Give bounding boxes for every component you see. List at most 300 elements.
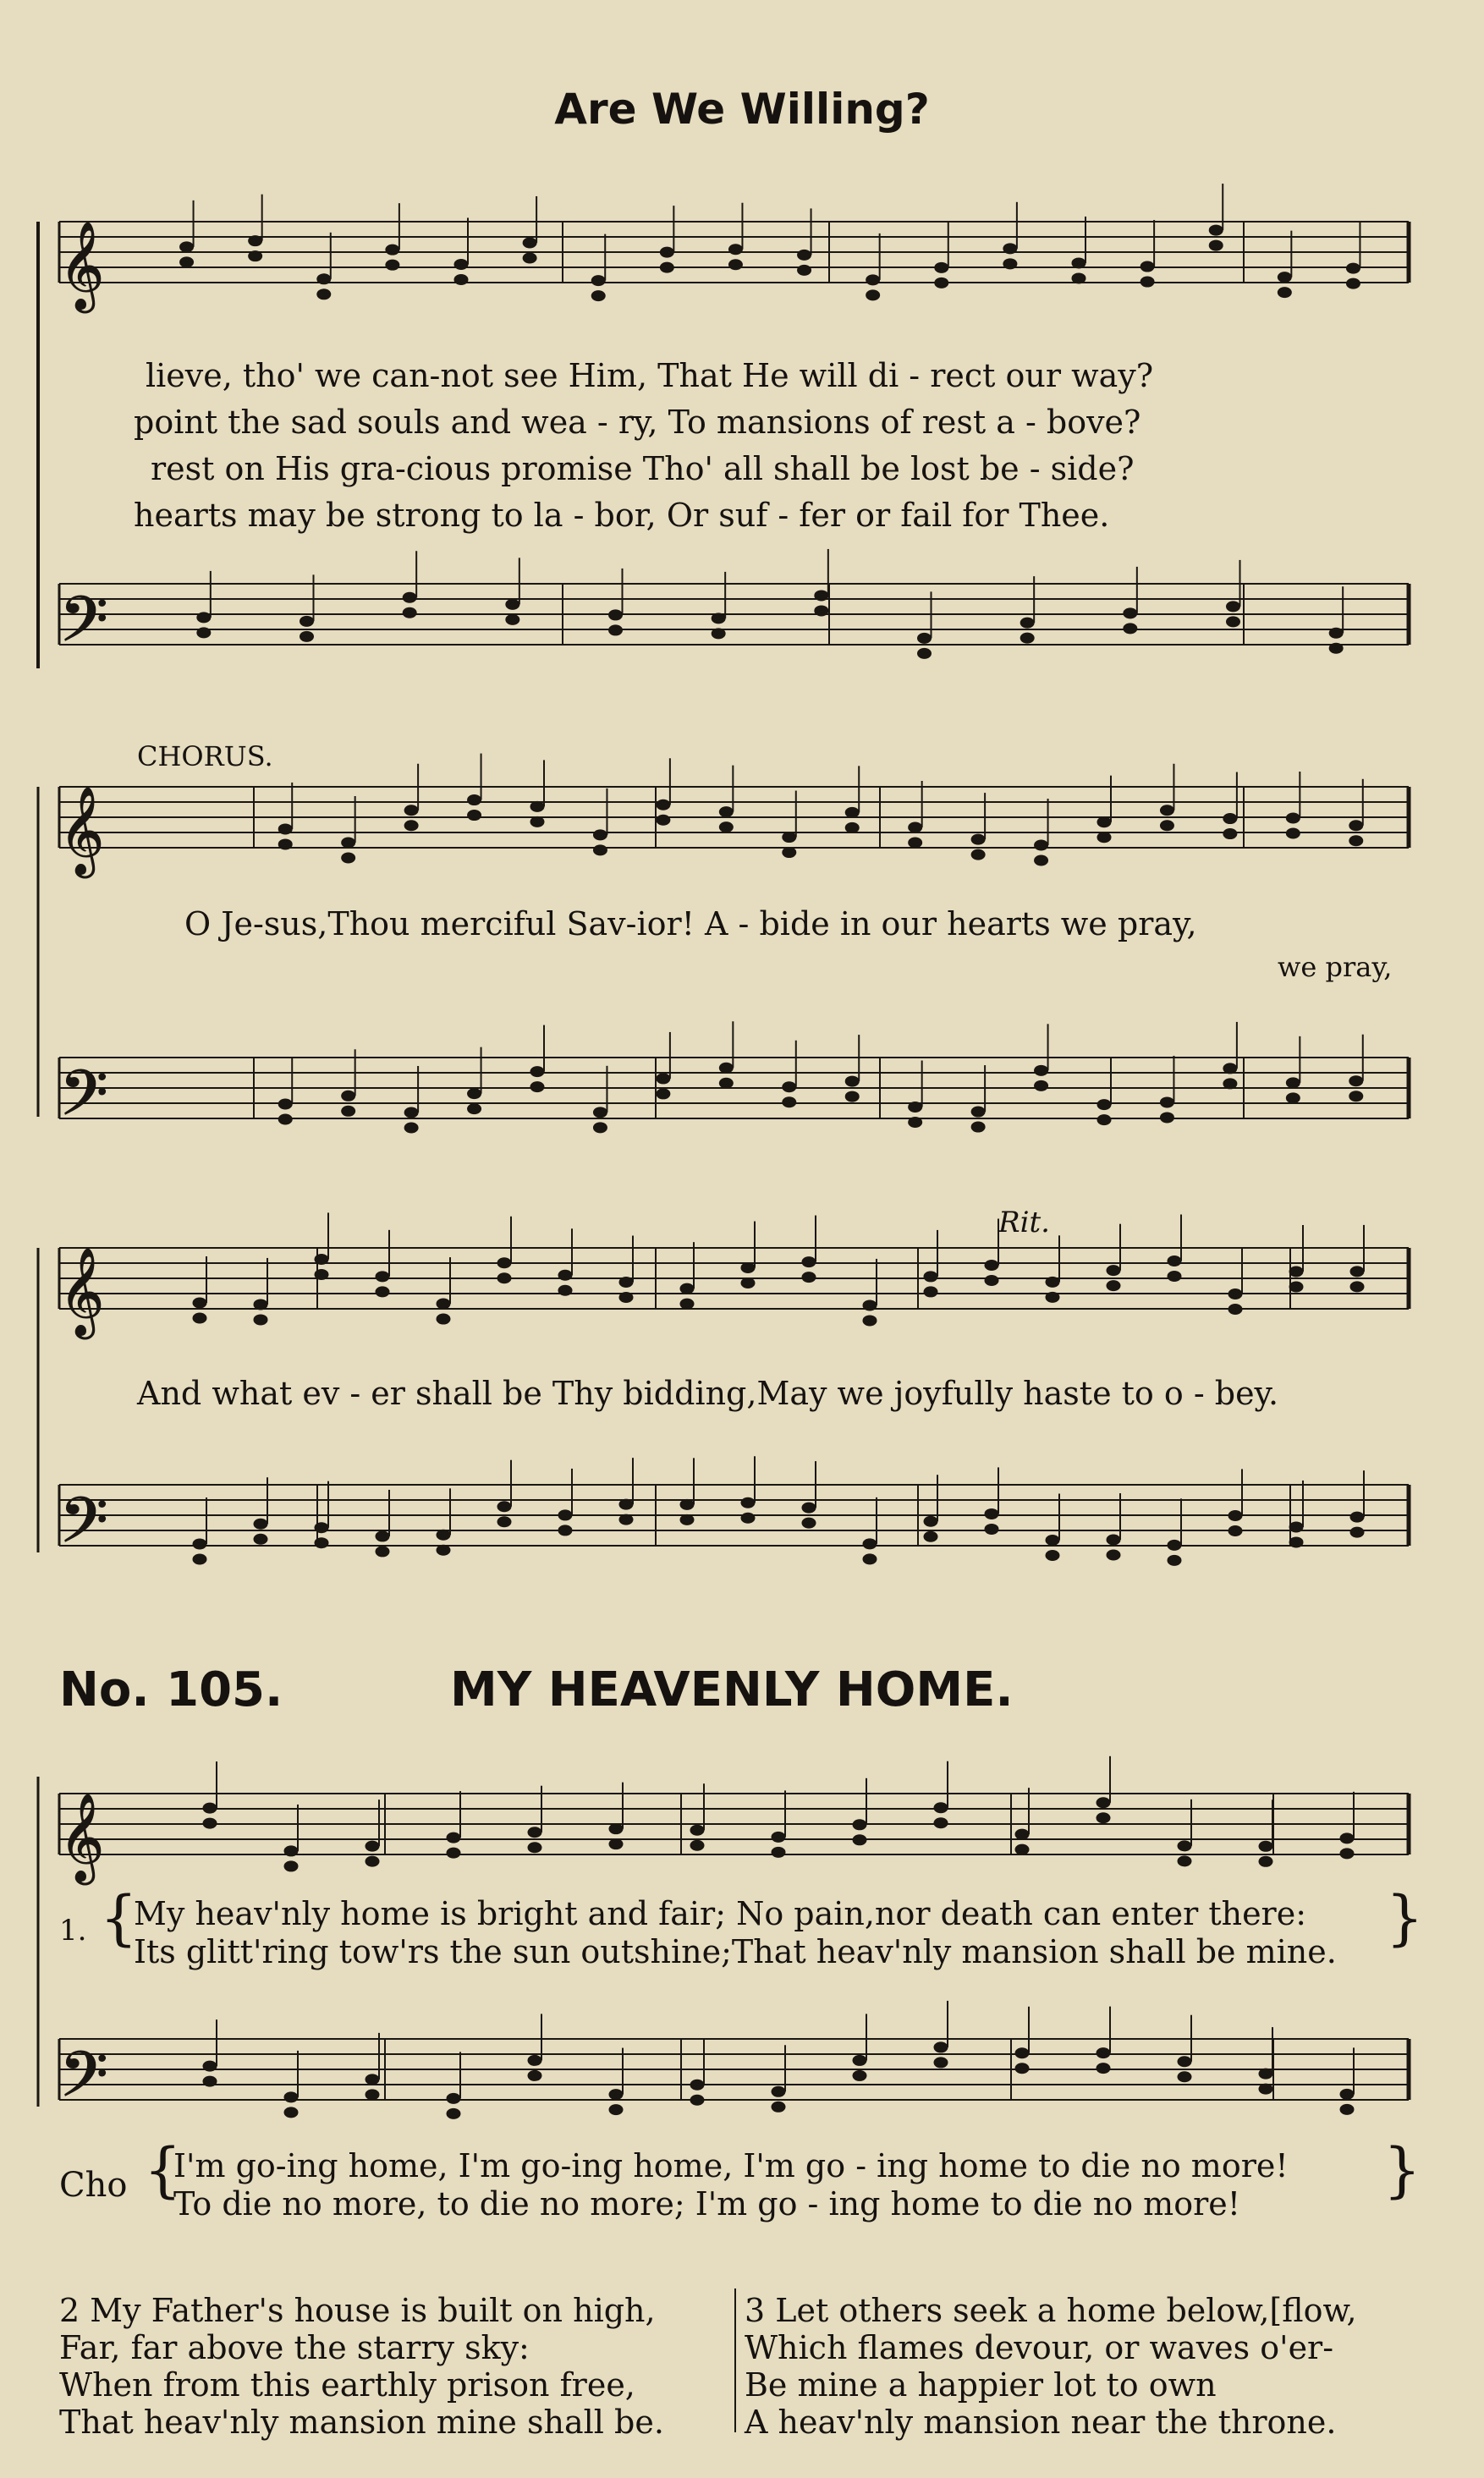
note-head xyxy=(403,592,416,602)
note-head xyxy=(1350,1527,1364,1537)
note-head xyxy=(1035,1080,1048,1091)
note-head xyxy=(1124,624,1137,634)
note-head xyxy=(1015,2063,1029,2074)
note-head xyxy=(278,1114,292,1124)
note-head xyxy=(1178,2072,1191,2082)
note-head xyxy=(1289,1537,1303,1547)
note-head xyxy=(506,599,519,609)
note-head xyxy=(1168,1256,1181,1266)
note-head xyxy=(772,2102,785,2112)
note-head xyxy=(934,1803,948,1813)
note-head xyxy=(1015,1829,1029,1839)
note-head xyxy=(680,1499,694,1509)
note-head xyxy=(741,1278,755,1288)
verse-number: 1. xyxy=(59,1914,87,1948)
note-head xyxy=(1329,643,1343,653)
note-head xyxy=(1227,602,1240,612)
note-head xyxy=(1346,263,1360,273)
note-head xyxy=(802,1503,816,1513)
note-head xyxy=(619,1293,633,1303)
clef-icon: 𝄢 xyxy=(59,1057,108,1146)
note-head xyxy=(690,2095,704,2105)
note-head xyxy=(909,838,922,848)
verse-3-line-3: Be mine a happier lot to own xyxy=(745,2366,1217,2404)
note-head xyxy=(719,1078,733,1088)
note-head xyxy=(1227,617,1240,627)
note-head xyxy=(680,1283,694,1294)
note-head xyxy=(719,807,733,817)
note-head xyxy=(712,629,725,639)
note-head xyxy=(1178,1841,1191,1851)
note-head xyxy=(1168,1540,1181,1550)
note-head xyxy=(1286,1078,1300,1088)
hymn-number: No. 105. xyxy=(59,1662,283,1717)
note-head xyxy=(1003,244,1017,254)
note-head xyxy=(404,821,418,831)
note-head xyxy=(866,290,880,300)
note-head xyxy=(342,838,355,848)
note-head xyxy=(772,2086,785,2096)
note-head xyxy=(254,1534,267,1544)
note-head xyxy=(609,2090,623,2100)
note-head xyxy=(315,1254,328,1264)
note-head xyxy=(447,1832,460,1843)
note-head xyxy=(193,1298,206,1308)
clef-icon: 𝄢 xyxy=(59,583,108,672)
note-head xyxy=(798,250,811,260)
note-head xyxy=(924,1272,937,1282)
chorus-lyric-1: O Je-sus,Thou merciful Sav-ior! A - bide in our hearts we pray, xyxy=(184,905,1197,942)
chorus-label-2: Cho xyxy=(59,2166,128,2205)
note-head xyxy=(909,1118,922,1128)
note-head xyxy=(1286,813,1300,823)
note-head xyxy=(203,1803,217,1813)
note-head xyxy=(802,1257,816,1267)
note-head xyxy=(863,1539,877,1549)
note-head xyxy=(1259,2069,1272,2079)
note-head xyxy=(1223,814,1237,824)
note-head xyxy=(523,238,536,248)
note-head xyxy=(924,1287,937,1297)
note-head xyxy=(1329,628,1343,638)
note-head xyxy=(680,1514,694,1525)
note-head xyxy=(254,1299,267,1310)
note-head xyxy=(1286,1093,1300,1103)
verse-2-line-2: Far, far above the starry sky: xyxy=(59,2329,530,2366)
note-head xyxy=(1228,1289,1242,1299)
note-head xyxy=(918,633,932,643)
clef-icon: 𝄞 xyxy=(59,221,105,310)
note-head xyxy=(863,1300,877,1310)
note-head xyxy=(593,845,607,855)
note-head xyxy=(909,1102,922,1113)
note-head xyxy=(712,613,725,624)
note-head xyxy=(530,1082,544,1092)
note-head xyxy=(798,265,811,275)
note-head xyxy=(863,1554,877,1564)
chorus-brace-close: } xyxy=(1383,2135,1421,2205)
note-head xyxy=(971,849,985,860)
note-head xyxy=(366,1841,379,1851)
note-head xyxy=(1003,259,1017,269)
note-head xyxy=(1349,836,1363,846)
note-head xyxy=(300,631,314,641)
note-head xyxy=(924,1531,937,1541)
note-head xyxy=(523,253,536,263)
note-head xyxy=(845,1076,859,1086)
note-head xyxy=(278,839,292,849)
note-head xyxy=(528,2070,541,2080)
verse-lyric-line-1: lieve, tho' we can-not see Him, That He will di - rect our way? xyxy=(146,357,1154,394)
note-head xyxy=(300,616,314,626)
note-head xyxy=(284,1846,298,1856)
note-head xyxy=(376,1272,389,1282)
note-head xyxy=(1340,1833,1354,1843)
note-head xyxy=(404,805,418,816)
chorus-brace-open: { xyxy=(144,2135,182,2205)
verse1-line-1: My heav'nly home is bright and fair; No pain,nor death can enter there: xyxy=(134,1895,1307,1932)
verse-divider xyxy=(734,2288,736,2432)
note-head xyxy=(1349,821,1363,831)
note-head xyxy=(249,251,262,261)
note-head xyxy=(203,1818,217,1828)
note-head xyxy=(528,1827,541,1838)
chorus-echo: we pray, xyxy=(1278,951,1393,983)
note-head xyxy=(386,260,399,270)
note-head xyxy=(1107,1281,1120,1291)
note-head xyxy=(376,1547,389,1557)
note-head xyxy=(853,2055,866,2065)
note-head xyxy=(1020,633,1034,643)
note-head xyxy=(376,1287,389,1297)
note-head xyxy=(447,1848,460,1858)
note-head xyxy=(1160,821,1173,831)
note-head xyxy=(1046,1292,1059,1302)
note-head xyxy=(985,1508,998,1519)
note-head xyxy=(468,810,481,821)
note-head xyxy=(284,2092,298,2102)
note-head xyxy=(1107,1535,1120,1545)
note-head xyxy=(278,824,292,834)
song-title: Are We Willing? xyxy=(554,85,930,134)
chorus-lyric-2: And what ev - er shall be Thy bidding,May we joyfully haste to o - bey. xyxy=(137,1375,1279,1412)
note-head xyxy=(530,816,544,827)
note-head xyxy=(1097,2048,1110,2058)
note-head xyxy=(193,1539,206,1549)
note-head xyxy=(609,1839,623,1849)
note-head xyxy=(1035,855,1048,865)
note-head xyxy=(203,2061,217,2071)
note-head xyxy=(528,1843,541,1853)
verse-2-line-3: When from this earthly prison free, xyxy=(59,2366,635,2404)
verse-brace-open: { xyxy=(100,1883,138,1953)
clef-icon: 𝄞 xyxy=(59,1793,105,1882)
verse-lyric-line-2: point the sad souls and wea - ry, To mansions of rest a - bove? xyxy=(134,404,1141,441)
note-head xyxy=(591,291,605,301)
note-head xyxy=(934,2042,948,2052)
note-head xyxy=(404,1107,418,1118)
note-head xyxy=(1350,1282,1364,1292)
note-head xyxy=(193,1313,206,1323)
verse1-line-2: Its glitt'ring tow'rs the sun outshine;That heav'nly mansion shall be mine. xyxy=(134,1933,1337,1970)
note-head xyxy=(845,807,859,817)
note-head xyxy=(690,1840,704,1850)
note-head xyxy=(935,262,948,272)
note-head xyxy=(853,2070,866,2080)
note-head xyxy=(1209,225,1223,235)
verse-2-line-4: That heav'nly mansion mine shall be. xyxy=(59,2404,664,2441)
note-head xyxy=(1097,1115,1111,1125)
note-head xyxy=(317,274,331,284)
note-head xyxy=(934,1818,948,1828)
note-head xyxy=(657,815,670,825)
verse-3-line-4: A heav'nly mansion near the throne. xyxy=(745,2404,1337,2441)
note-head xyxy=(468,1089,481,1099)
note-head xyxy=(690,2080,704,2090)
note-head xyxy=(278,1099,292,1109)
note-head xyxy=(1278,272,1291,283)
chorus-label: CHORUS. xyxy=(137,740,273,772)
note-head xyxy=(1228,1510,1242,1520)
note-head xyxy=(180,257,194,267)
note-head xyxy=(1346,278,1360,288)
note-head xyxy=(657,1089,670,1099)
note-head xyxy=(909,822,922,832)
note-head xyxy=(497,1517,511,1527)
note-head xyxy=(593,830,607,840)
note-head xyxy=(609,1824,623,1834)
note-head xyxy=(815,606,828,616)
note-head xyxy=(404,1123,418,1133)
note-head xyxy=(558,1270,572,1280)
note-head xyxy=(437,1299,450,1309)
note-head xyxy=(660,262,673,272)
note-head xyxy=(254,1315,267,1325)
note-head xyxy=(802,1518,816,1528)
note-head xyxy=(1160,805,1173,816)
note-head xyxy=(506,614,519,624)
note-head xyxy=(772,1832,785,1842)
note-head xyxy=(1046,1550,1059,1560)
note-head xyxy=(342,1091,355,1101)
note-head xyxy=(1160,1097,1173,1107)
note-head xyxy=(1046,1277,1059,1287)
note-head xyxy=(1228,1525,1242,1536)
note-head xyxy=(317,289,331,299)
note-head xyxy=(1168,1272,1181,1282)
note-head xyxy=(1349,1076,1363,1086)
note-head xyxy=(971,1107,985,1117)
note-head xyxy=(1072,258,1086,268)
note-head xyxy=(1289,1522,1303,1532)
note-head xyxy=(619,1499,633,1509)
note-head xyxy=(802,1272,816,1283)
note-head xyxy=(1289,1266,1303,1277)
note-head xyxy=(528,2055,541,2065)
note-head xyxy=(1349,1091,1363,1102)
note-head xyxy=(1286,828,1300,838)
note-head xyxy=(657,1074,670,1084)
note-head xyxy=(1168,1555,1181,1565)
note-head xyxy=(1223,1063,1237,1074)
note-head xyxy=(1020,618,1034,628)
note-head xyxy=(376,1531,389,1541)
note-head xyxy=(366,1856,379,1866)
note-head xyxy=(1107,1550,1120,1560)
note-head xyxy=(853,1835,866,1845)
note-head xyxy=(1223,1079,1237,1089)
note-head xyxy=(924,1516,937,1526)
note-head xyxy=(918,648,932,658)
note-head xyxy=(1072,273,1086,283)
note-head xyxy=(403,607,416,618)
note-head xyxy=(1259,1856,1272,1866)
note-head xyxy=(1097,832,1111,843)
note-head xyxy=(1160,1113,1173,1123)
note-head xyxy=(609,610,623,620)
note-head xyxy=(454,274,468,284)
hymn-title: MY HEAVENLY HOME. xyxy=(450,1662,1014,1717)
note-head xyxy=(690,1825,704,1835)
verse-3-line-2: Which flames devour, or waves o'er- xyxy=(745,2329,1334,2366)
note-head xyxy=(719,1063,733,1073)
note-head xyxy=(1278,288,1291,298)
note-head xyxy=(1124,608,1137,618)
note-head xyxy=(985,1261,998,1271)
note-head xyxy=(468,795,481,805)
note-head xyxy=(1223,829,1237,839)
note-head xyxy=(497,1502,511,1512)
note-head xyxy=(203,2076,217,2086)
note-head xyxy=(783,832,796,843)
note-head xyxy=(783,848,796,858)
note-head xyxy=(593,1123,607,1133)
note-head xyxy=(530,1067,544,1077)
note-head xyxy=(1140,261,1154,272)
clef-icon: 𝄞 xyxy=(59,786,105,875)
clef-icon: 𝄞 xyxy=(59,1247,105,1336)
verse-brace-close: } xyxy=(1386,1883,1424,1953)
note-head xyxy=(741,1513,755,1523)
note-head xyxy=(315,1269,328,1279)
note-head xyxy=(845,1091,859,1102)
note-head xyxy=(1209,240,1223,250)
note-head xyxy=(284,2107,298,2118)
note-head xyxy=(1340,1849,1354,1859)
note-head xyxy=(619,1514,633,1525)
note-head xyxy=(437,1530,450,1540)
note-head xyxy=(530,801,544,811)
note-head xyxy=(1259,1841,1272,1851)
note-head xyxy=(197,613,211,623)
note-head xyxy=(342,853,355,863)
note-head xyxy=(1350,1512,1364,1522)
note-head xyxy=(619,1277,633,1288)
note-head xyxy=(437,1545,450,1555)
note-head xyxy=(971,1122,985,1132)
note-head xyxy=(497,1258,511,1268)
note-head xyxy=(180,242,194,252)
note-head xyxy=(1035,840,1048,850)
note-head xyxy=(1097,2063,1110,2074)
note-head xyxy=(468,1104,481,1114)
note-head xyxy=(728,245,742,255)
note-head xyxy=(1259,2084,1272,2094)
note-head xyxy=(657,799,670,810)
note-head xyxy=(728,260,742,270)
note-head xyxy=(741,1263,755,1273)
note-head xyxy=(935,277,948,288)
clef-icon: 𝄢 xyxy=(59,2038,108,2127)
note-head xyxy=(1340,2104,1354,2114)
note-head xyxy=(971,834,985,844)
rit-marking: Rit. xyxy=(998,1206,1050,1239)
note-head xyxy=(985,1524,998,1534)
note-head xyxy=(1097,1798,1110,1808)
note-head xyxy=(437,1314,450,1324)
note-head xyxy=(1046,1535,1059,1545)
note-head xyxy=(772,1847,785,1857)
note-head xyxy=(558,1525,572,1536)
chorus2-line-2: To die no more, to die no more; I'm go - ing home to die no more! xyxy=(173,2185,1240,2223)
note-head xyxy=(1097,1100,1111,1110)
note-head xyxy=(1340,2089,1354,2099)
note-head xyxy=(660,247,673,257)
note-head xyxy=(1228,1305,1242,1315)
note-head xyxy=(1289,1282,1303,1292)
note-head xyxy=(284,1861,298,1871)
note-head xyxy=(315,1523,328,1533)
note-head xyxy=(783,1097,796,1107)
note-head xyxy=(497,1273,511,1283)
note-head xyxy=(1178,1856,1191,1866)
note-head xyxy=(454,259,468,269)
note-head xyxy=(783,1082,796,1092)
note-head xyxy=(315,1538,328,1548)
note-head xyxy=(719,822,733,832)
note-head xyxy=(1178,2057,1191,2067)
note-head xyxy=(558,1510,572,1520)
note-head xyxy=(815,591,828,601)
note-head xyxy=(1035,1065,1048,1075)
note-head xyxy=(680,1299,694,1309)
chorus2-line-1: I'm go-ing home, I'm go-ing home, I'm go - ing home to die no more! xyxy=(173,2147,1289,2184)
note-head xyxy=(1015,2048,1029,2058)
note-head xyxy=(558,1285,572,1295)
note-head xyxy=(1140,277,1154,287)
clef-icon: 𝄢 xyxy=(59,1484,108,1573)
note-head xyxy=(386,245,399,255)
note-head xyxy=(853,1820,866,1830)
note-head xyxy=(193,1554,206,1564)
note-head xyxy=(863,1316,877,1326)
note-head xyxy=(845,822,859,832)
note-head xyxy=(934,2058,948,2068)
verse-2-line-1: 2 My Father's house is built on high, xyxy=(59,2292,656,2329)
note-head xyxy=(447,2093,460,2103)
note-head xyxy=(741,1497,755,1508)
note-head xyxy=(197,628,211,638)
note-head xyxy=(593,1107,607,1118)
note-head xyxy=(342,1106,355,1116)
verse-lyric-line-3: rest on His gra-cious promise Tho' all shall be lost be - side? xyxy=(151,450,1135,487)
verse-lyric-line-4: hearts may be strong to la - bor, Or suf - fer or fail for Thee. xyxy=(134,497,1110,534)
note-head xyxy=(985,1276,998,1286)
note-head xyxy=(1107,1266,1120,1276)
note-head xyxy=(609,625,623,635)
note-head xyxy=(1097,1813,1110,1823)
note-head xyxy=(254,1519,267,1529)
